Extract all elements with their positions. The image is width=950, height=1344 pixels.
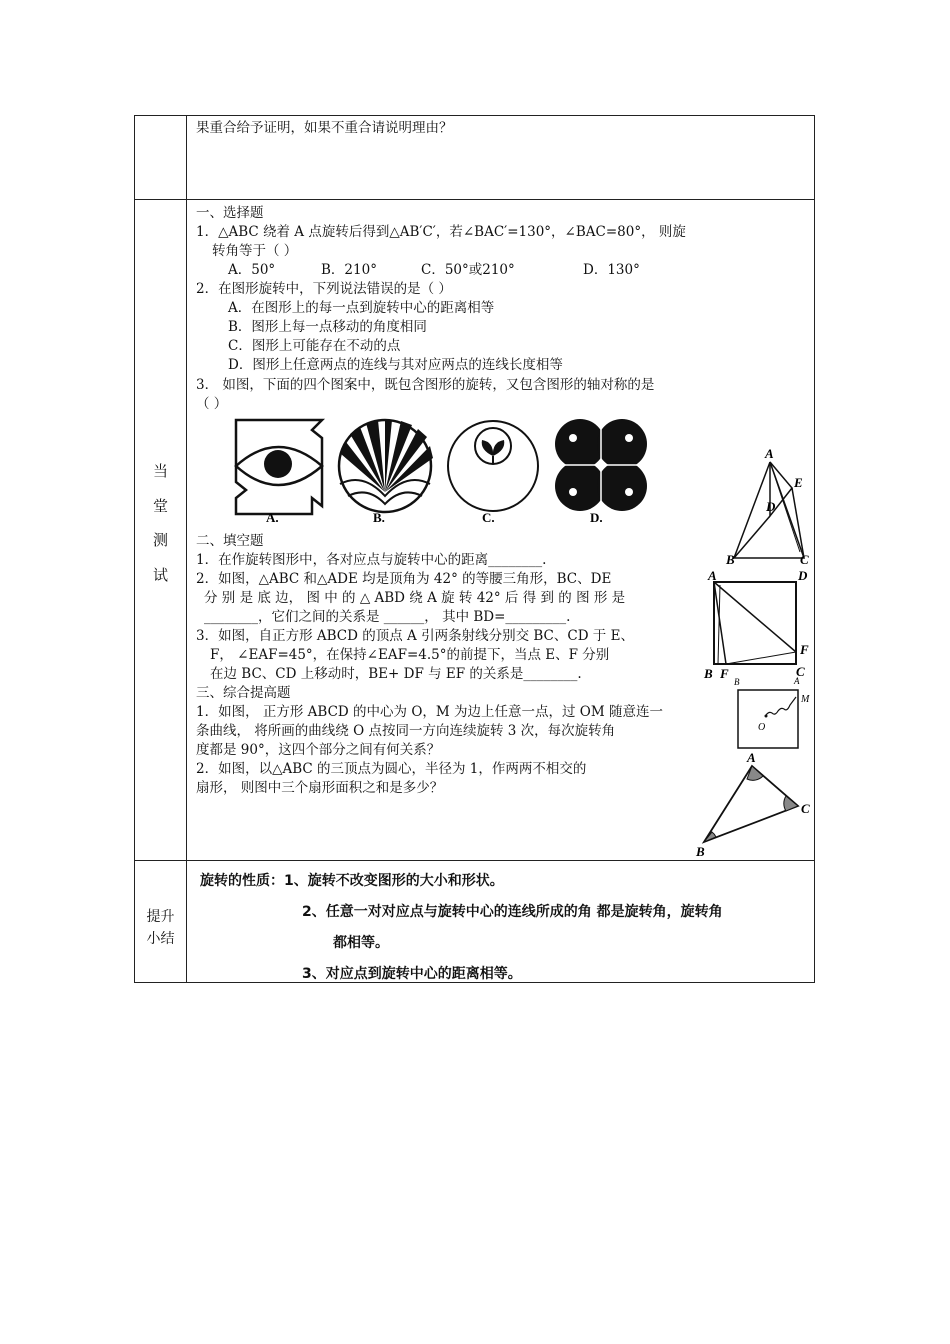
choice-q3-line1: 3． 如图，下面的四个图案中，既包含图形的旋转，又包含图形的轴对称的是 (196, 377, 655, 393)
diagram-triangles-ade (725, 446, 809, 567)
label-e: E (794, 475, 803, 490)
geometry-diagrams (696, 440, 815, 860)
fill-q3-line2: F， ∠EAF=45°，在保持∠EAF=4.5°的前提下，当点 E、F 分别 (210, 647, 610, 663)
figure-c-sprout (448, 421, 538, 511)
choice-heading: 一、选择题 (196, 205, 264, 221)
label-om-a: A (794, 676, 800, 686)
label-sq-a: A (708, 568, 717, 583)
fill-heading: 二、填空题 (196, 533, 264, 549)
label-d: D (766, 499, 776, 514)
summary-line-3: 都相等。 (333, 935, 389, 951)
choice-q2-option-a: A．在图形上的每一点到旋转中心的距离相等 (228, 300, 495, 316)
section-label-test: 当 堂 测 试 (152, 462, 168, 584)
summary-line-4: 3、对应点到旋转中心的距离相等。 (302, 966, 522, 982)
label-a: A (765, 446, 774, 461)
advanced-q1-line3: 度都是 90°，这四个部分之间有何关系？ (196, 742, 441, 758)
label-c: C (800, 552, 809, 567)
label-sec-a: A (747, 750, 756, 765)
fill-q3-line3: 在边 BC、CD 上移动时，BE+ DF 与 EF 的关系是________. (210, 666, 582, 682)
choice-q1-option-a: A．50° (228, 262, 276, 278)
label-sq-f2: F (720, 666, 729, 681)
row-divider-2 (135, 860, 814, 861)
row-divider-1 (135, 199, 814, 200)
figure-d-label: D. (590, 510, 603, 525)
choice-q2-stem: 2．在图形旋转中，下列说法错误的是（ ） (196, 281, 452, 297)
label-sq-b: B (704, 666, 713, 681)
figure-b-sun (339, 420, 433, 512)
label-sq-d: D (798, 568, 808, 583)
label-sec-b: B (696, 844, 705, 859)
choice-q3-line2: （ ） (196, 396, 228, 412)
label-b: B (726, 552, 735, 567)
label-sq-c: C (796, 664, 805, 679)
fill-q2-line3: ________，它们之间的关系是 ______， 其中 BD=_________. (204, 609, 571, 625)
choice-q2-option-c: C．图形上可能存在不动的点 (228, 338, 401, 354)
label-sq-b-small: B (734, 677, 740, 687)
diagram-square-om (738, 676, 810, 748)
diagram-triangle-sectors (695, 750, 810, 859)
label-sq-f: F (800, 642, 809, 657)
label-om-m: M (801, 694, 810, 705)
figure-a-eye (236, 420, 322, 514)
advanced-heading: 三、综合提高题 (196, 685, 291, 701)
figure-b-label: B. (373, 510, 385, 525)
column-divider (186, 116, 187, 982)
label-om-o: O (758, 722, 766, 733)
advanced-q1-line2: 条曲线， 将所画的曲线绕 O 点按同一方向连续旋转 3 次，每次旋转角 (196, 723, 616, 739)
section-label-summary: 提升 小结 (146, 909, 175, 948)
summary-line-2: 2、任意一对对应点与旋转中心的连线所成的角 都是旋转角，旋转角 (302, 904, 723, 920)
advanced-q2-line2: 扇形， 则图中三个扇形面积之和是多少？ (196, 780, 444, 796)
fill-q1: 1．在作旋转图形中，各对应点与旋转中心的距离________. (196, 552, 547, 568)
summary-line-1: 旋转的性质：1、旋转不改变图形的大小和形状。 (200, 873, 504, 889)
choice-q1-option-b: B．210° (321, 262, 377, 278)
figure-c-label: C. (482, 510, 495, 525)
choice-q1-option-c: C．50°或210° (421, 262, 515, 278)
fill-q2-line2: 分 别 是 底 边， 图 中 的 △ ABD 绕 A 旋 转 42° 后 得 到 的 图 形 是 (204, 590, 626, 606)
choice-q2-option-d: D．图形上任意两点的连线与其对应两点的连线长度相等 (228, 357, 563, 373)
figure-a-label: A. (266, 510, 279, 525)
choice-q1-line2: 转角等于（ ） (212, 243, 298, 259)
advanced-q2-line1: 2．如图，以△ABC 的三顶点为圆心，半径为 1，作两两不相交的 (196, 761, 587, 777)
fill-q2-line1: 2．如图，△ABC 和△ADE 均是顶角为 42° 的等腰三角形，BC、DE (196, 571, 612, 587)
advanced-q1-line1: 1．如图， 正方形 ABCD 的中心为 O，M 为边上任意一点，过 OM 随意连一 (196, 704, 663, 720)
label-sec-c: C (801, 801, 810, 816)
top-row-text: 果重合给予证明，如果不重合请说明理由？ (196, 120, 453, 136)
choice-q1-line1: 1．△ABC 绕着 A 点旋转后得到△AB′C′，若∠BAC′=130°，∠BAC=80°， 则旋 (196, 224, 686, 240)
figure-d-clover (555, 419, 647, 511)
pattern-figures (228, 414, 648, 528)
choice-q1-option-d: D．130° (583, 262, 640, 278)
diagram-square-eaf (703, 568, 809, 687)
choice-q2-option-b: B．图形上每一点移动的角度相同 (228, 319, 427, 335)
fill-q3-line1: 3．如图，自正方形 ABCD 的顶点 A 引两条射线分别交 BC、CD 于 E、 (196, 628, 634, 644)
